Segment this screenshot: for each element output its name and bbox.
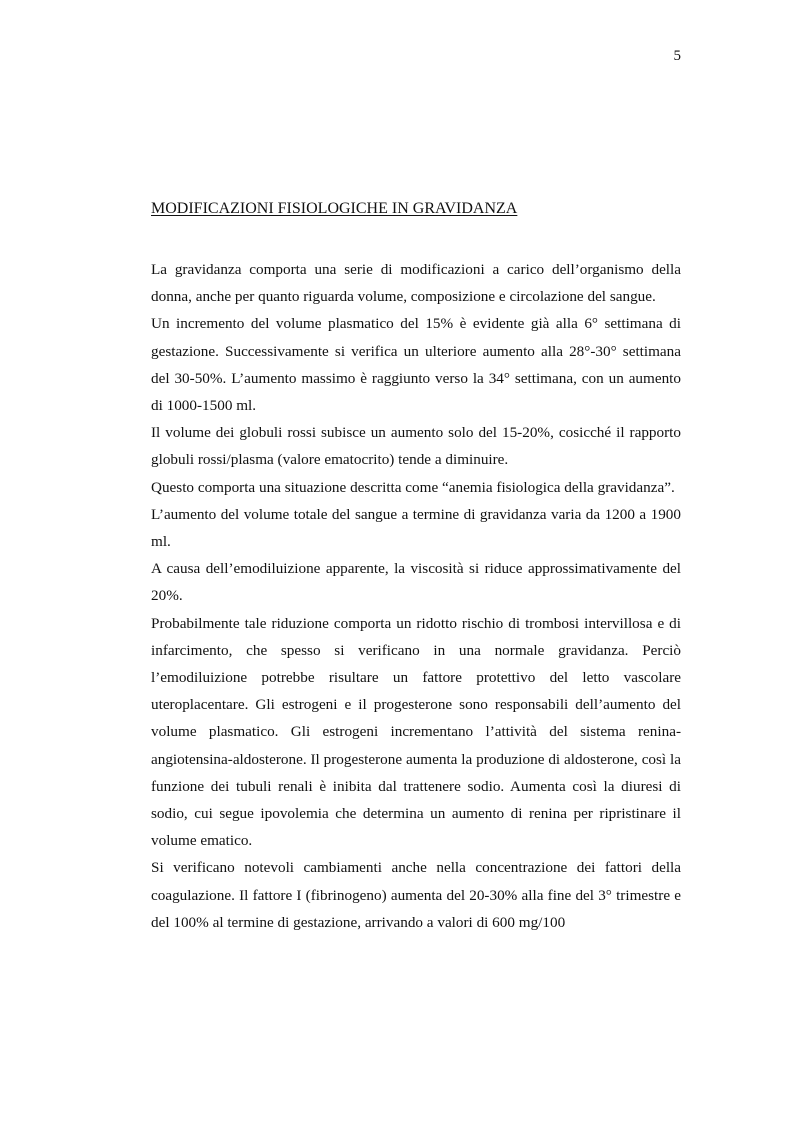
paragraph: L’aumento del volume totale del sangue a termine di gravidanza varia da 1200 a 1900 ml. [151,505,681,551]
paragraph: Questo comporta una situazione descritta come “anemia fisiologica della gravidanza”. [151,478,675,496]
paragraph: La gravidanza comporta una serie di modificazioni a carico dell’organismo della donna, anche per quanto riguarda volume, composizione e circolazione del sangue. [151,261,681,306]
paragraph: Un incremento del volume plasmatico del 15% è evidente già alla 6° settimana di gestazione. Successivamente si verifica un ulteriore aumento alla 28°-30° settimana del 30-50%. L’aumento massimo è raggiunto verso la 34° settimana, con un aumento di 1000-1500 ml. [151,315,681,415]
paragraph: Probabilmente tale riduzione comporta un ridotto rischio di trombosi intervillosa e di infarcimento, che spesso si verificano in una normale gravidanza. Perciò l’emodiluizione potrebbe risultare un fattore protettivo del letto vascolare uteroplacentare. Gli estrogeni e il progesterone sono responsabili dell’aumento del volume plasmatico. Gli estrogeni incrementano l’attività del sistema renina-angiotensina-aldosterone. Il progesterone aumenta la produzione di aldosterone, così la funzione dei tubuli renali è inibita dal trattenere sodio. Aumenta così la diuresi di sodio, cui segue ipovolemia che determina un aumento di renina per ripristinare il volume ematico. [151,614,681,850]
body-text [151,256,681,936]
paragraph: A causa dell’emodiluizione apparente, la viscosità si riduce approssimativamente del 20%. [151,560,681,605]
page-title: MODIFICAZIONI FISIOLOGICHE IN GRAVIDANZA [151,200,518,217]
page-number: 5 [673,48,681,64]
paragraph: Il volume dei globuli rossi subisce un aumento solo del 15-20%, cosicché il rapporto globuli rossi/plasma (valore ematocrito) tende a diminuire. [151,424,681,469]
paragraph: Si verificano notevoli cambiamenti anche nella concentrazione dei fattori della coagulazione. Il fattore I (fibrinogeno) aumenta del 20-30% alla fine del 3° trimestre e del 100% al termine di gestazione, arrivando a valori di 600 mg/100 [151,859,681,931]
